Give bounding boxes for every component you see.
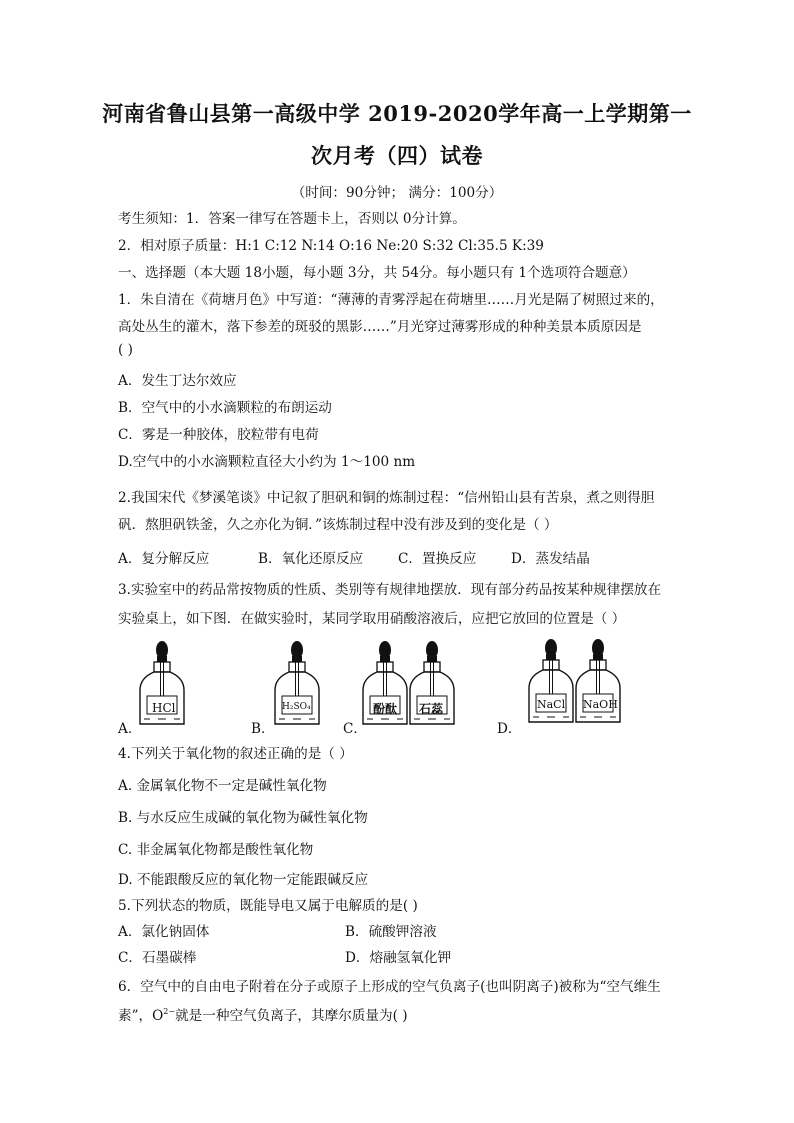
q5-option-c: C．石墨碳棒 xyxy=(118,950,197,966)
q4-option-a: A. 金属氧化物不一定是碱性氧化物 xyxy=(118,778,327,794)
notice-line1: 考生须知：1．答案一律写在答题卡上，否则以 0分计算。 xyxy=(118,211,466,227)
q5-stem: 5.下列状态的物质，既能导电又属于电解质的是( ) xyxy=(118,898,418,914)
bottle-label-naoh: NaOH xyxy=(583,698,618,711)
q4-stem: 4.下列关于氧化物的叙述正确的是（ ） xyxy=(118,746,353,762)
q5-option-a: A．氯化钠固体 xyxy=(118,924,210,940)
q1-stem-line1: 1．朱自清在《荷塘月色》中写道：“薄薄的青雾浮起在荷塘里……月光是隔了树照过来的， xyxy=(118,292,664,308)
q1-stem-line3: ( ) xyxy=(118,342,133,358)
q3-stem-line2: 实验桌上，如下图．在做实验时，某同学取用硝酸溶液后，应把它放回的位置是（ ） xyxy=(118,611,626,627)
q3-option-c: C． xyxy=(343,721,367,737)
bottle-label-litmus: 石蕊 xyxy=(419,702,444,716)
q3-option-b: B． xyxy=(251,721,275,737)
q1-option-a: A．发生丁达尔效应 xyxy=(118,373,237,389)
q6-text-a: 素”，O xyxy=(118,1008,164,1024)
q4-option-b: B. 与水反应生成碱的氧化物为碱性氧化物 xyxy=(118,810,368,826)
q3-option-d: D． xyxy=(497,721,522,737)
q3-option-a: A． xyxy=(118,721,142,737)
q2-option-d: D．蒸发结晶 xyxy=(511,551,590,567)
q1-option-d: D.空气中的小水滴颗粒直径大小约为 1～100 nm xyxy=(118,454,416,470)
q3-stem-line1: 3.实验室中的药品常按物质的性质、类别等有规律地摆放．现有部分药品按某种规律摆放在 xyxy=(118,582,662,598)
notice-line2: 2．相对原子质量：H:1 C:12 N:14 O:16 Ne:20 S:32 Cl:35.5 K:39 xyxy=(118,238,544,254)
q6-superscript: 2− xyxy=(163,1007,176,1016)
q1-option-b: B．空气中的小水滴颗粒的布朗运动 xyxy=(118,400,332,416)
q6-text-b: 就是一种空气负离子，其摩尔质量为( ) xyxy=(175,1008,408,1024)
q5-option-d: D．熔融氢氧化钾 xyxy=(345,950,452,966)
exam-title-line2: 次月考（四）试卷 xyxy=(311,143,483,168)
q2-option-b: B．氧化还原反应 xyxy=(258,551,364,567)
q6-stem-line1: 6．空气中的自由电子附着在分子或原子上形成的空气负离子(也叫阴离子)被称为“空气维生 xyxy=(118,979,661,995)
q5-option-b: B．硫酸钾溶液 xyxy=(345,924,437,940)
q4-option-c: C. 非金属氧化物都是酸性氧化物 xyxy=(118,842,314,858)
bottle-label-h2so4: H₂SO₄ xyxy=(282,702,311,712)
exam-title-line1: 河南省鲁山县第一高级中学 2019-2020学年高一上学期第一 xyxy=(102,101,692,126)
q4-option-d: D. 不能跟酸反应的氧化物一定能跟碱反应 xyxy=(118,872,369,888)
q2-stem-line2: 矾．熬胆矾铁釜，久之亦化为铜．”该炼制过程中没有涉及到的变化是（ ） xyxy=(118,517,558,533)
q2-stem-line1: 2.我国宋代《梦溪笔谈》中记叙了胆矾和铜的炼制过程：“信州铅山县有苦泉，煮之则得胆 xyxy=(118,490,655,506)
q2-option-c: C．置换反应 xyxy=(398,551,477,567)
reagent-bottles-figure xyxy=(110,638,650,738)
q1-option-c: C．雾是一种胶体，胶粒带有电荷 xyxy=(118,427,319,443)
q6-stem-line2 xyxy=(118,1004,408,1024)
section-heading: 一、选择题（本大题 18小题，每小题 3分，共 54分。每小题只有 1个选项符合题意） xyxy=(118,265,636,281)
exam-subtitle: （时间：90分钟； 满分：100分） xyxy=(291,185,503,201)
bottle-label-hcl: HCl xyxy=(152,701,176,715)
q1-stem-line2: 高处丛生的灌木，落下参差的斑驳的黑影……”月光穿过薄雾形成的种种美景本质原因是 xyxy=(118,319,642,335)
bottle-label-phenolphthalein: 酚酞 xyxy=(373,702,398,716)
q2-option-a: A．复分解反应 xyxy=(118,551,210,567)
bottle-label-nacl: NaCl xyxy=(537,698,566,711)
